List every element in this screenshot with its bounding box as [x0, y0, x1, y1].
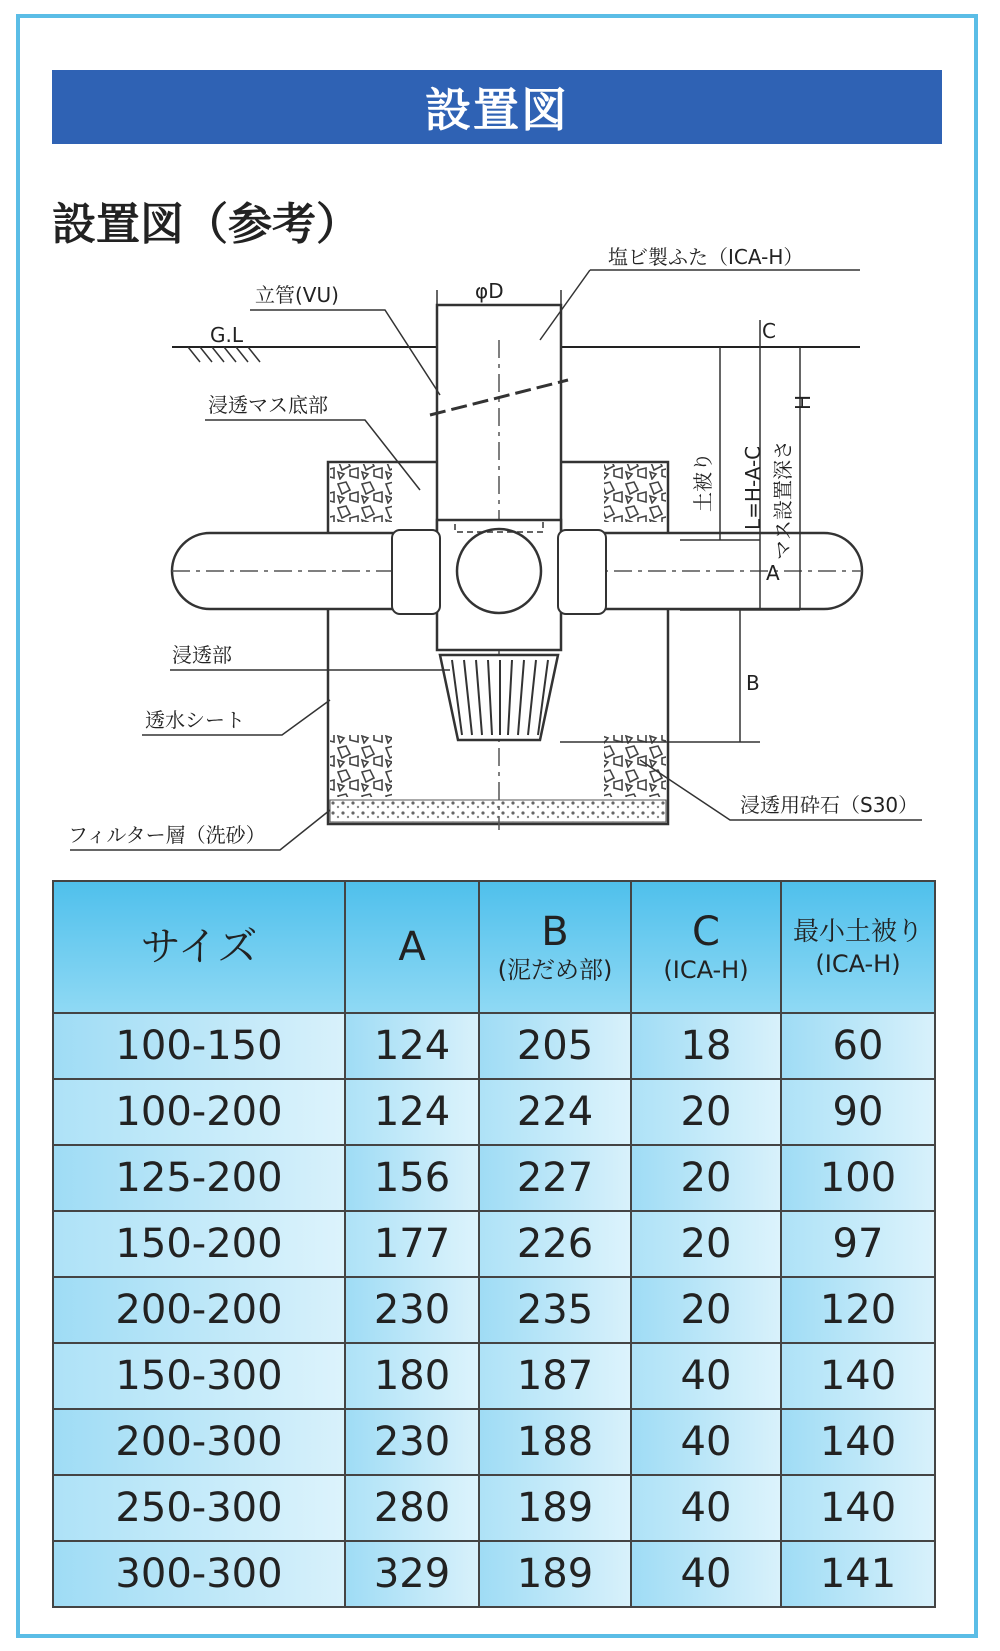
- label-filter-layer: フィルター層（洗砂）: [68, 823, 266, 847]
- label-l-formula: L=H-A-C: [741, 445, 765, 530]
- label-basin-bottom: 浸透マス底部: [208, 393, 328, 417]
- cell-b: 226: [479, 1211, 631, 1277]
- label-gl: G.L: [210, 323, 243, 347]
- table-row: [53, 1541, 935, 1607]
- cell-b: 189: [479, 1475, 631, 1541]
- cell-a: 280: [345, 1475, 479, 1541]
- spec-table: [52, 880, 936, 1608]
- cell-b: 188: [479, 1409, 631, 1475]
- cell-size: 200-300: [53, 1409, 345, 1475]
- label-gravel: 浸透用砕石（S30）: [740, 793, 919, 817]
- cell-min-cover: 60: [781, 1013, 935, 1079]
- pipe-socket-right: [558, 530, 606, 614]
- cell-a: 230: [345, 1277, 479, 1343]
- label-a: A: [766, 561, 780, 585]
- gravel-top-left: [330, 464, 392, 522]
- cell-a: 177: [345, 1211, 479, 1277]
- cell-c: 20: [631, 1145, 781, 1211]
- cell-c: 20: [631, 1277, 781, 1343]
- cell-b: 224: [479, 1079, 631, 1145]
- cell-a: 124: [345, 1013, 479, 1079]
- cell-c: 20: [631, 1079, 781, 1145]
- label-permeable-part: 浸透部: [172, 643, 232, 667]
- label-pipe-depth: マス設置深さ: [771, 440, 795, 560]
- gravel-bottom-right: [604, 735, 666, 797]
- cell-min-cover: 140: [781, 1343, 935, 1409]
- header-min-cover: 最小土被り (ICA-H): [781, 881, 935, 1013]
- label-cover: 塩ビ製ふた（ICA-H）: [608, 245, 804, 269]
- cell-a: 124: [345, 1079, 479, 1145]
- spec-table-header: [53, 881, 935, 1013]
- filter-sand-layer: [330, 800, 666, 822]
- page-title-banner: 設置図: [52, 70, 942, 144]
- label-dim-d: φD: [475, 279, 504, 303]
- cell-size: 200-200: [53, 1277, 345, 1343]
- pipe-opening: [457, 529, 541, 613]
- label-water-sheet: 透水シート: [145, 708, 245, 732]
- cell-a: 230: [345, 1409, 479, 1475]
- gravel-bottom-left: [330, 735, 392, 797]
- header-a: A: [345, 881, 479, 1013]
- diagram-subtitle: 設置図（参考）: [52, 199, 360, 250]
- table-row: [53, 1079, 935, 1145]
- cell-size: 250-300: [53, 1475, 345, 1541]
- cell-min-cover: 97: [781, 1211, 935, 1277]
- header-b: B (泥だめ部): [479, 881, 631, 1013]
- cell-min-cover: 90: [781, 1079, 935, 1145]
- cell-c: 18: [631, 1013, 781, 1079]
- cell-c: 40: [631, 1541, 781, 1607]
- table-row: [53, 1343, 935, 1409]
- label-earth-cover: 土被り: [691, 452, 715, 512]
- cell-size: 150-200: [53, 1211, 345, 1277]
- cell-b: 189: [479, 1541, 631, 1607]
- cell-min-cover: 120: [781, 1277, 935, 1343]
- cell-min-cover: 140: [781, 1409, 935, 1475]
- cell-b: 187: [479, 1343, 631, 1409]
- header-size: サイズ: [53, 881, 345, 1013]
- cell-size: 125-200: [53, 1145, 345, 1211]
- cell-a: 180: [345, 1343, 479, 1409]
- cell-a: 156: [345, 1145, 479, 1211]
- cell-b: 235: [479, 1277, 631, 1343]
- ground-hatch: [188, 347, 260, 362]
- header-c: C (ICA-H): [631, 881, 781, 1013]
- pipe-socket-left: [392, 530, 440, 614]
- cell-min-cover: 141: [781, 1541, 935, 1607]
- table-row: [53, 1475, 935, 1541]
- cell-c: 20: [631, 1211, 781, 1277]
- gravel-top-right: [604, 464, 666, 522]
- label-riser: 立管(VU): [255, 283, 339, 307]
- cell-b: 227: [479, 1145, 631, 1211]
- cell-min-cover: 100: [781, 1145, 935, 1211]
- cell-size: 300-300: [53, 1541, 345, 1607]
- cell-size: 100-150: [53, 1013, 345, 1079]
- cell-size: 100-200: [53, 1079, 345, 1145]
- table-row: [53, 1277, 935, 1343]
- table-row: [53, 1211, 935, 1277]
- label-c: C: [762, 319, 776, 343]
- table-row: [53, 1409, 935, 1475]
- label-h: H: [791, 394, 815, 410]
- cell-c: 40: [631, 1409, 781, 1475]
- label-b: B: [746, 671, 760, 695]
- table-row: [53, 1013, 935, 1079]
- cell-min-cover: 140: [781, 1475, 935, 1541]
- cell-c: 40: [631, 1343, 781, 1409]
- cell-a: 329: [345, 1541, 479, 1607]
- cell-c: 40: [631, 1475, 781, 1541]
- table-row: [53, 1145, 935, 1211]
- cell-size: 150-300: [53, 1343, 345, 1409]
- cell-b: 205: [479, 1013, 631, 1079]
